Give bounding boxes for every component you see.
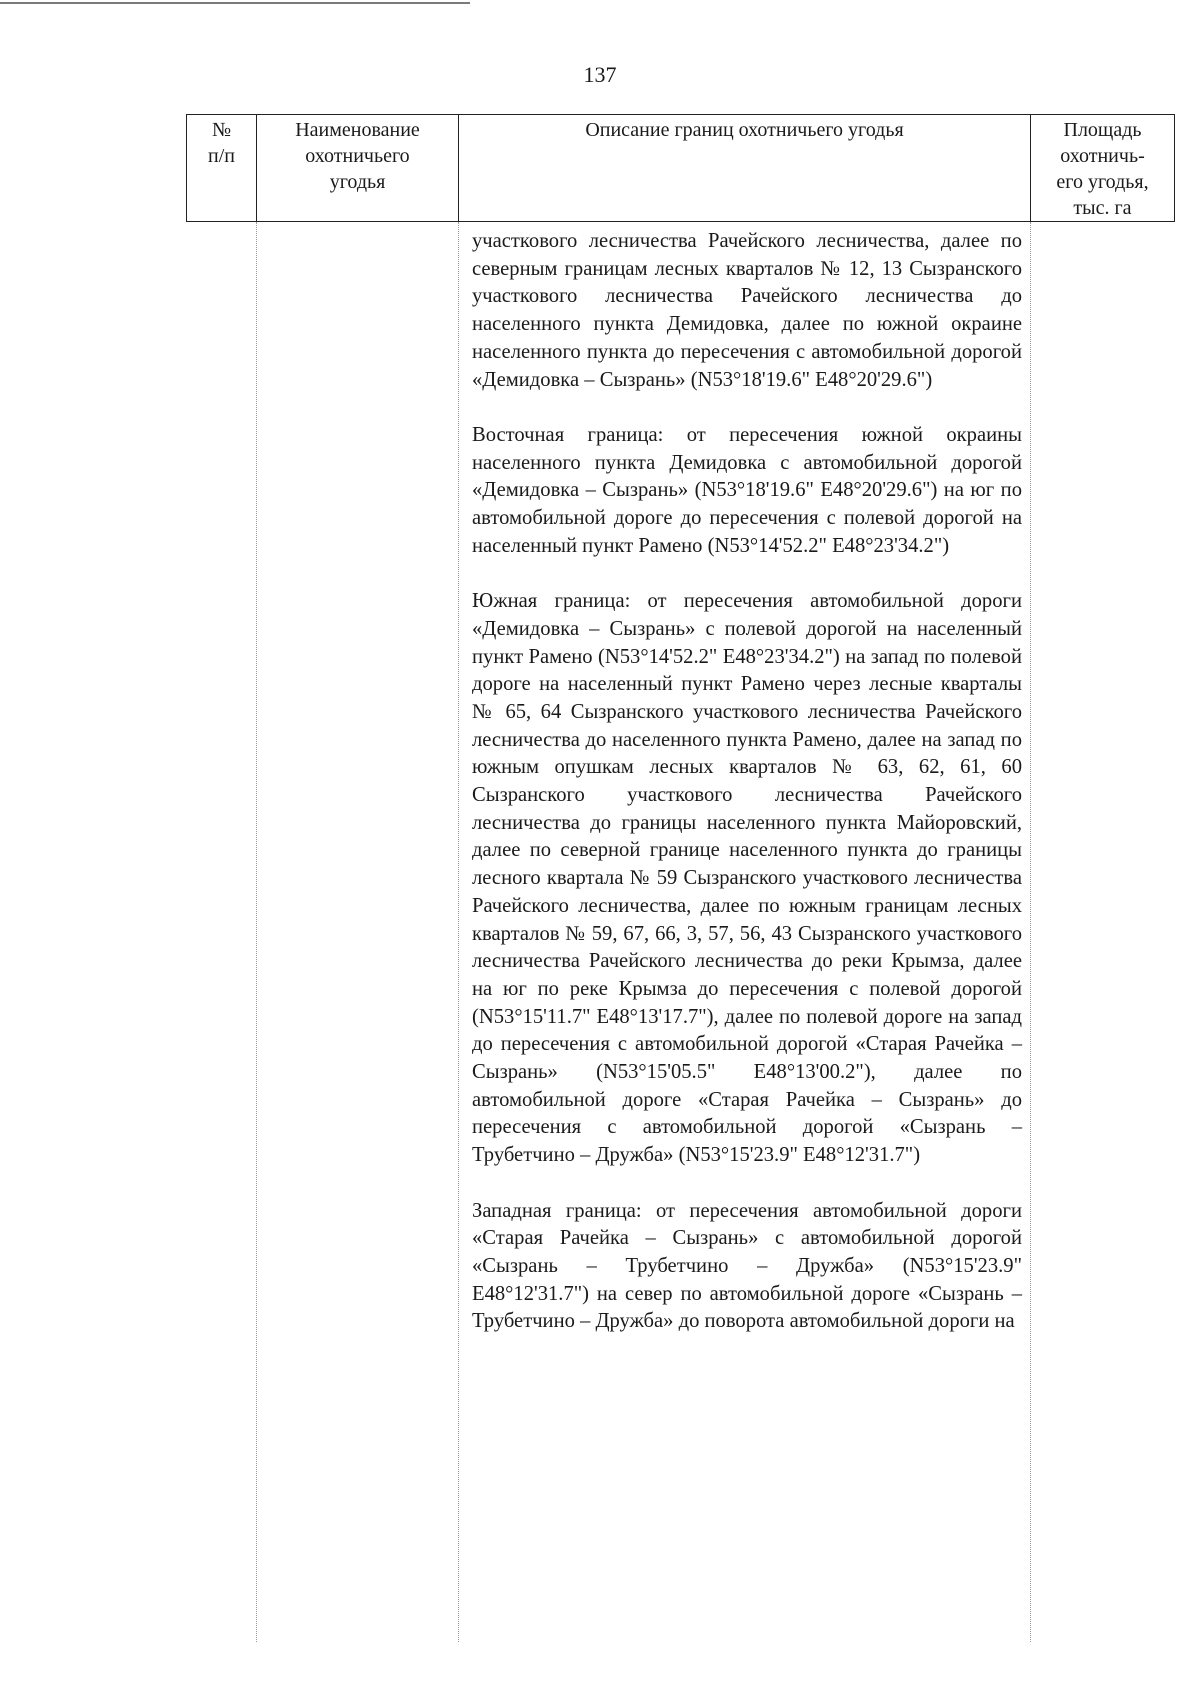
boundary-description-text bbox=[472, 228, 1022, 1364]
cell-area bbox=[1031, 222, 1175, 1642]
cell-name bbox=[257, 222, 459, 1642]
table-header-row bbox=[187, 115, 1175, 222]
description-paragraph-east: Восточная граница: от пересечения южной окраины населенного пункта Демидовка с автомобильной дорогой «Демидовка – Сызрань» (N53°18'19.6" E48°20'29.6") на юг по автомобильной дороге до пересечения с полевой дорогой на населенный пункт Рамено (N53°14'52.2" E48°23'34.2") bbox=[472, 423, 1022, 557]
scan-artifact-line bbox=[0, 2, 470, 4]
description-paragraph-north-continued: участкового лесничества Рачейского лесничества, далее по северным границам лесных кварталов № 12, 13 Сызранского участкового лесничества Рачейского лесничества до населенного пункта Демидовка, далее по южной окраине населенного пункта до пересечения с автомобильной дорогой «Демидовка – Сызрань» (N53°18'19.6" E48°20'29.6") bbox=[472, 230, 1022, 391]
header-boundary-description: Описание границ охотничьего угодья bbox=[459, 115, 1031, 222]
header-area: Площадь охотничь- его угодья, тыс. га bbox=[1031, 115, 1175, 222]
description-paragraph-south: Южная граница: от пересечения автомобильной дороги «Демидовка – Сызрань» с полевой дорогой на населенный пункт Рамено (N53°14'52.2" E48°23'34.2") на запад по полевой дороге на населенный пункт Рамено через лесные кварталы № 65, 64 Сызранского участкового лесничества Рачейского лесничества до населенного пункта Рамено, далее на запад по южным опушкам лесных кварталов № 63, 62, 61, 60 Сызранского участкового лесничества Рачейского лесничества до границы населенного пункта Майоровский, далее по северной границе населенного пункта до границы лесного квартала № 59 Сызранского участкового лесничества Рачейского лесничества, далее по южным границам лесных кварталов № 59, 67, 66, 3, 57, 56, 43 Сызранского участкового лесничества Рачейского лесничества до реки Крымза, далее на юг по реке Крымза до пересечения с полевой дорогой (N53°15'11.7" E48°13'17.7"), далее по полевой дороге на запад до пересечения с автомобильной дорогой «Старая Рачейка – Сызрань» (N53°15'05.5" E48°13'00.2"), далее по автомобильной дороге «Старая Рачейка – Сызрань» до пересечения с автомобильной дорогой «Сызрань – Трубетчино – Дружба» (N53°15'23.9" E48°12'31.7") bbox=[472, 590, 1022, 1167]
cell-number bbox=[187, 222, 257, 1642]
header-number: № п/п bbox=[187, 115, 257, 222]
description-paragraph-west: Западная граница: от пересечения автомобильной дороги «Старая Рачейка – Сызрань» с автомобильной дорогой «Сызрань – Трубетчино – Дружба» (N53°15'23.9" E48°12'31.7") на север по автомобильной дороге «Сызрань – Трубетчино – Дружба» до поворота автомобильной дороги на bbox=[472, 1199, 1022, 1333]
header-hunting-ground-name: Наименование охотничьего угодья bbox=[257, 115, 459, 222]
page-number: 137 bbox=[583, 62, 617, 87]
